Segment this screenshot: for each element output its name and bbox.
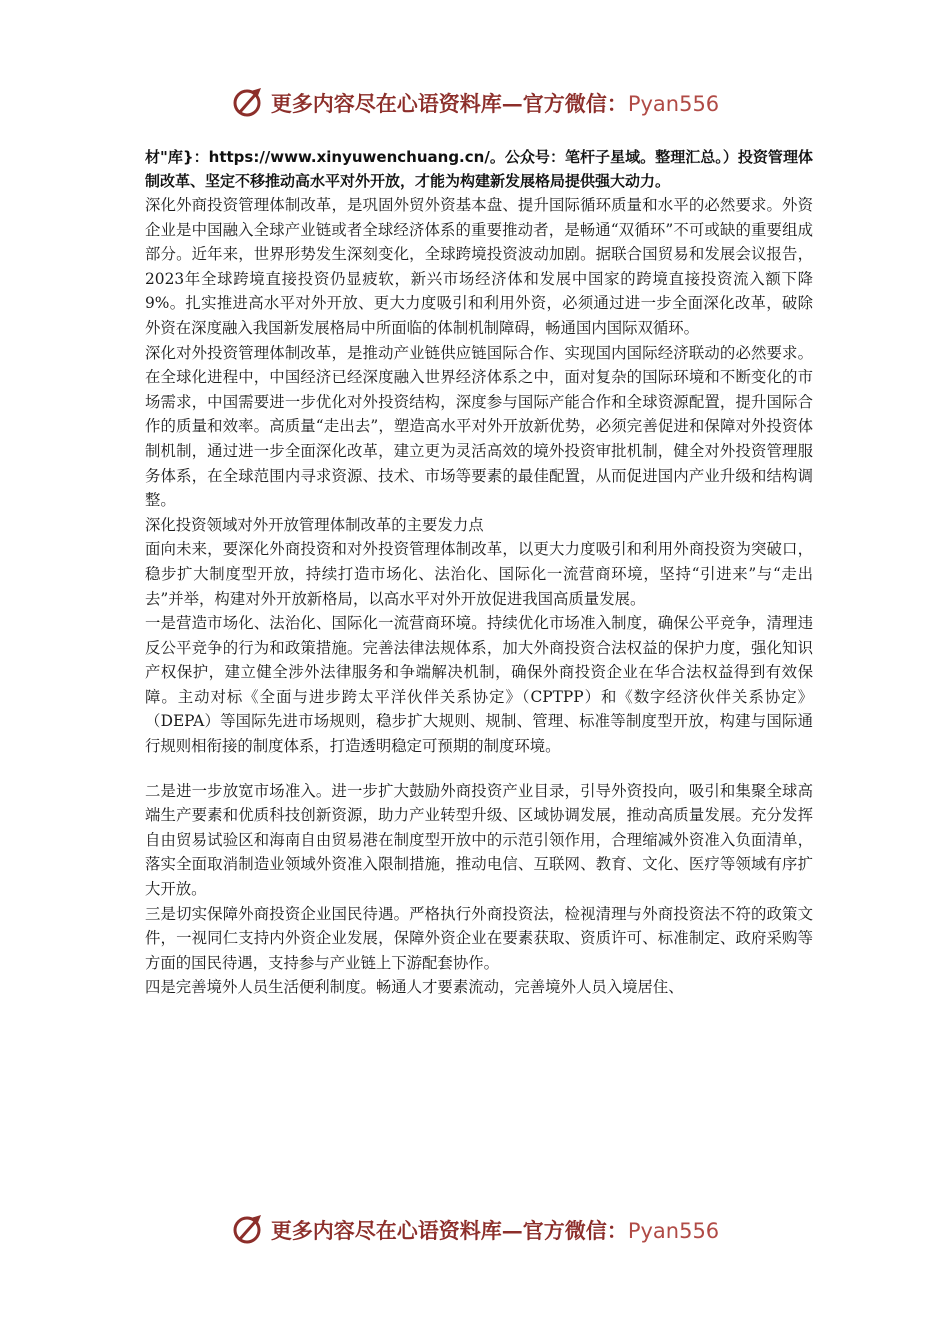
article-body: [145, 145, 813, 1000]
banner-text: [271, 1215, 719, 1245]
paragraph-3: 面向未来，要深化外商投资和对外投资管理体制改革，以更大力度吸引和利用外商投资为突破口，稳步扩大制度型开放，持续打造市场化、法治化、国际化一流营商环境，坚持“引进来”与“走出去”并举，构建对外开放新格局，以高水平对外开放促进我国高质量发展。: [145, 540, 813, 608]
section-heading: 深化投资领域对外开放管理体制改革的主要发力点: [145, 515, 484, 534]
banner-handle: Pyan556: [627, 1219, 720, 1243]
paragraph-4: 一是营造市场化、法治化、国际化一流营商环境。持续优化市场准入制度，确保公平竞争，清理违反公平竞争的行为和政策措施。完善法律法规体系，加大外商投资合法权益的保护力度，强化知识产权保护，建立健全涉外法律服务和争端解决机制，确保外商投资企业在华合法权益得到有效保障。主动对标《全面与进步跨太平洋伙伴关系协定》（CPTPP）和《数字经济伙伴关系协定》（DEPA）等国际先进市场规则，稳步扩大规则、规制、管理、标准等制度型开放，构建与国际通行规则相衔接的制度体系，打造透明稳定可预期的制度环境。: [145, 614, 813, 756]
pen-logo-icon: [231, 1213, 265, 1247]
banner-handle: Pyan556: [627, 92, 720, 116]
banner-title: 更多内容尽在心语资料库—官方微信：: [270, 1218, 628, 1243]
header-banner: [0, 83, 950, 123]
lead-paragraph: 材"库}：https://www.xinyuwenchuang.cn/。公众号：笔杆子星域。整理汇总。）投资管理体制改革、坚定不移推动高水平对外开放，才能为构建新发展格局提供强大动力。: [145, 148, 813, 190]
paragraph-5: 二是进一步放宽市场准入。进一步扩大鼓励外商投资产业目录，引导外资投向，吸引和集聚全球高端生产要素和优质科技创新资源，助力产业转型升级、区域协调发展，推动高质量发展。充分发挥自由贸易试验区和海南自由贸易港在制度型开放中的示范引领作用，合理缩减外资准入负面清单，落实全面取消制造业领域外资准入限制措施，推动电信、互联网、教育、文化、医疗等领域有序扩大开放。: [145, 781, 813, 899]
paragraph-1: 深化外商投资管理体制改革，是巩固外贸外资基本盘、提升国际循环质量和水平的必然要求。外资企业是中国融入全球产业链或者全球经济体系的重要推动者，是畅通“双循环”不可或缺的重要组成部分。近年来，世界形势发生深刻变化，全球跨境投资波动加剧。据联合国贸易和发展会议报告，2023年全球跨境直接投资仍显疲软，新兴市场经济体和发展中国家的跨境直接投资流入额下降9%。扎实推进高水平对外开放、更大力度吸引和利用外资，必须通过进一步全面深化改革，破除外资在深度融入我国新发展格局中所面临的体制机制障碍，畅通国内国际双循环。: [145, 196, 813, 337]
banner-text: [271, 88, 719, 118]
paragraph-7: 四是完善境外人员生活便利制度。畅通人才要素流动，完善境外人员入境居住、: [145, 978, 684, 997]
footer-banner: [0, 1210, 950, 1250]
paragraph-6: 三是切实保障外商投资企业国民待遇。严格执行外商投资法，检视清理与外商投资法不符的政策文件，一视同仁支持内外资企业发展，保障外资企业在要素获取、资质许可、标准制定、政府采购等方面的国民待遇，支持参与产业链上下游配套协作。: [145, 904, 813, 972]
paragraph-2: 深化对外投资管理体制改革，是推动产业链供应链国际合作、实现国内国际经济联动的必然要求。在全球化进程中，中国经济已经深度融入世界经济体系之中，面对复杂的国际环境和不断变化的市场需求，中国需要进一步优化对外投资结构，深度参与国际产能合作和全球资源配置，提升国际合作的质量和效率。高质量“走出去”，塑造高水平对外开放新优势，必须完善促进和保障对外投资体制机制，通过进一步全面深化改革，建立更为灵活高效的境外投资审批机制，健全对外投资管理服务体系，在全球范围内寻求资源、技术、市场等要素的最佳配置，从而促进国内产业升级和结构调整。: [145, 343, 813, 510]
banner-title: 更多内容尽在心语资料库—官方微信：: [270, 91, 628, 116]
pen-logo-icon: [231, 86, 265, 120]
